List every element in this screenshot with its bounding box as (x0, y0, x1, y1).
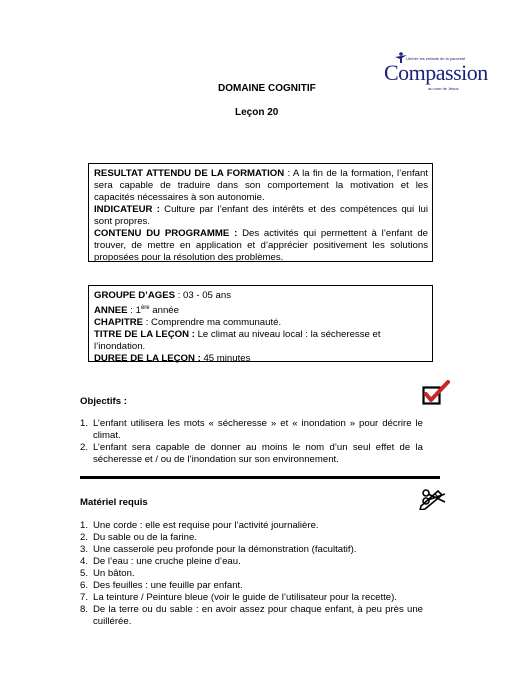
pencil-scissors-icon (418, 486, 448, 515)
logo-subtag: au nom de Jésus (428, 86, 459, 91)
contenu-text: Des activités qui permettent à l’enfant de trouver, de mettre en application et d’apprécier positivement les solutions proposées pour la résolution des problèmes. (94, 228, 428, 263)
contenu-paragraph (94, 228, 428, 264)
annee-sup: ère (140, 305, 150, 311)
lesson-title: Leçon 20 (235, 107, 279, 118)
indicateur-text: Culture par l’enfant des intérêts et des compétences qui lui sont propres. (94, 204, 429, 227)
chapitre-text: : Comprendre ma communauté. (143, 317, 282, 329)
objectifs-title: Objectifs : (80, 396, 127, 407)
materiel-list (80, 520, 423, 628)
list-item (80, 520, 423, 532)
item-number: 6. (80, 580, 89, 591)
contenu-label: CONTENU DU PROGRAMME : (94, 228, 238, 239)
resultat-paragraph (94, 168, 428, 204)
item-text: L’enfant sera capable de donner au moins le nom d’un seul effet de la sécheresse et / ou de l’inondation sur son environnement. (93, 442, 423, 465)
list-item (80, 592, 423, 604)
logo-brand: Compassion (384, 60, 488, 85)
list-item (80, 442, 423, 466)
item-text: Du sable ou de la farine. (93, 532, 197, 543)
item-number: 7. (80, 592, 89, 603)
duree-text: 45 minutes (200, 353, 251, 365)
section-divider (80, 476, 440, 479)
annee-label: ANNEE (94, 305, 128, 317)
list-item (80, 556, 423, 568)
item-number: 5. (80, 568, 89, 579)
titre-text: Le climat au niveau local : la sécheresse et l’inondation. (94, 329, 381, 353)
item-number: 2. (80, 532, 89, 543)
indicateur-paragraph (94, 204, 428, 228)
chapitre-line (94, 317, 428, 329)
annee-pre: : 1 (127, 305, 141, 317)
materiel-title: Matériel requis (80, 497, 148, 508)
domain-title: DOMAINE COGNITIF (218, 83, 316, 94)
list-item (80, 568, 423, 580)
item-number: 8. (80, 604, 89, 615)
groupe-text: : 03 - 05 ans (175, 290, 232, 301)
item-text: La teinture / Peinture bleue (voir le guide de l’utilisateur pour la recette). (93, 592, 397, 603)
item-number: 2. (80, 442, 89, 453)
annee-post: année (149, 305, 179, 317)
annee-line (94, 302, 428, 317)
groupe-label: GROUPE D’AGES (94, 290, 176, 301)
chapitre-label: CHAPITRE (94, 317, 144, 329)
titre-line (94, 329, 428, 353)
item-text: Un bâton. (93, 568, 135, 579)
item-text: De l’eau : une cruche pleine d’eau. (93, 556, 241, 567)
resultat-label: RESULTAT ATTENDU DE LA FORMATION (94, 168, 285, 179)
formation-box (88, 163, 433, 262)
item-text: Des feuilles : une feuille par enfant. (93, 580, 243, 591)
item-text: Une corde : elle est requise pour l’activité journalière. (93, 520, 319, 531)
item-number: 1. (80, 418, 89, 429)
checkbox-check-icon (422, 380, 450, 411)
compassion-logo (384, 52, 488, 98)
objectifs-list (80, 418, 423, 466)
list-item (80, 544, 423, 556)
info-box (88, 285, 433, 365)
list-item (80, 418, 423, 442)
duree-line (94, 353, 428, 365)
titre-label: TITRE DE LA LEÇON : (94, 329, 195, 341)
duree-label: DUREE DE LA LEÇON : (94, 353, 201, 365)
item-text: De la terre ou du sable : en avoir assez pour chaque enfant, à peu près une cuillérée. (93, 604, 423, 627)
resultat-text: : A la fin de la formation, l’enfant sera capable de traduire dans son comportement la motivation et les capacités nécessaires à son autonomie. (94, 168, 428, 203)
item-text: L’enfant utilisera les mots « sécheresse » et « inondation » pour décrire le climat. (93, 418, 423, 441)
indicateur-label: INDICATEUR : (94, 204, 160, 215)
item-text: Une casserole peu profonde pour la démonstration (facultatif). (93, 544, 357, 555)
groupe-line (94, 290, 428, 302)
list-item (80, 604, 423, 628)
item-number: 4. (80, 556, 89, 567)
item-number: 3. (80, 544, 89, 555)
logo-tagline: Libérer les enfants de la pauvreté (406, 56, 466, 61)
list-item (80, 532, 423, 544)
item-number: 1. (80, 520, 89, 531)
list-item (80, 580, 423, 592)
